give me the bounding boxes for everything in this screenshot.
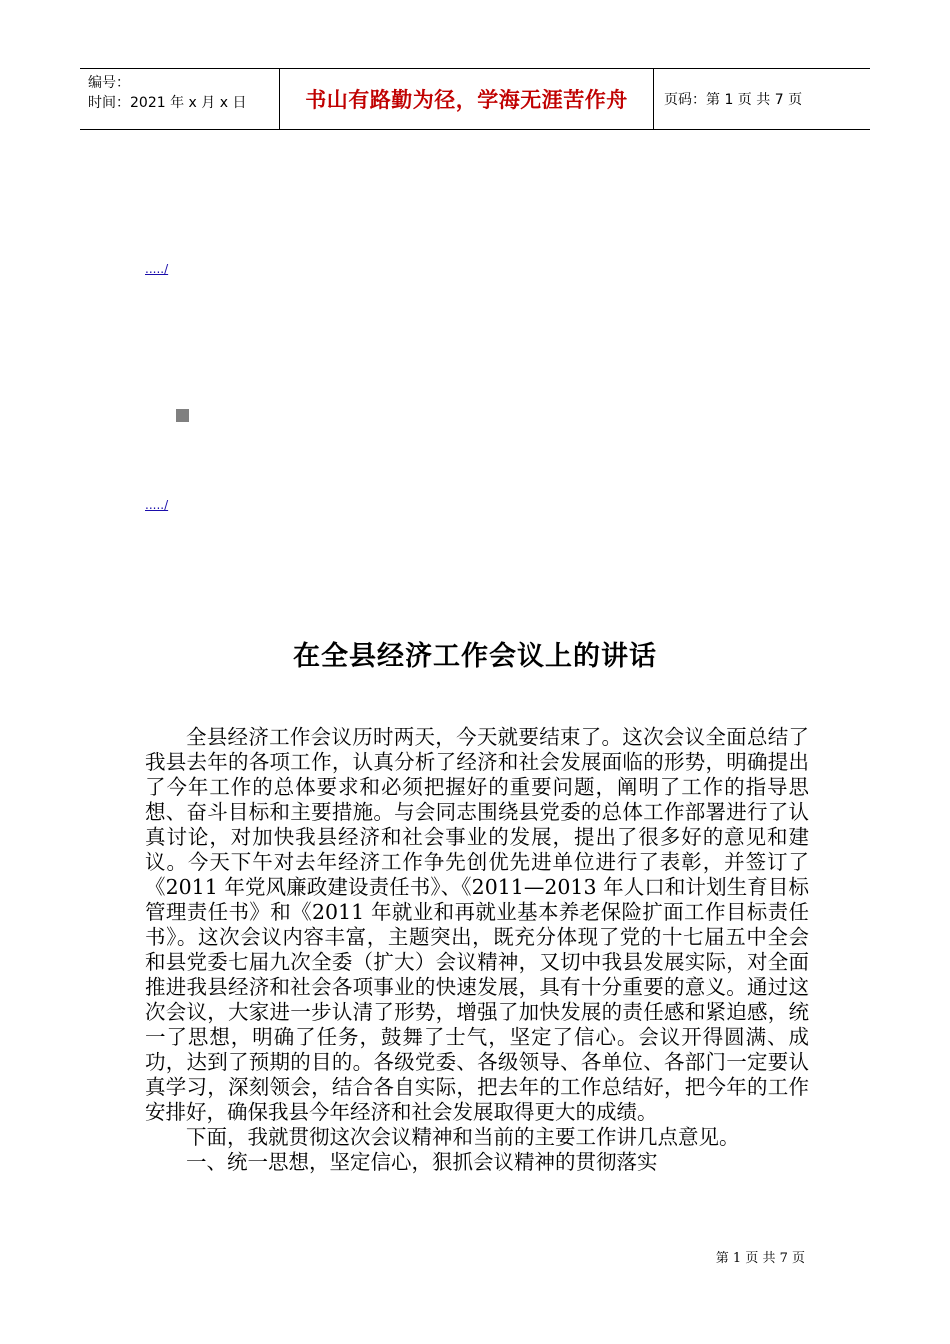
time-label: 时间：2021 年 x 月 x 日 [88,95,247,111]
header-info-cell [80,69,280,129]
image-placeholder-icon [176,409,189,422]
header-motto: 书山有路勤为径，学海无涯苦作舟 [280,69,654,129]
document-header [80,68,870,130]
link-placeholder-2[interactable]: ...../ [145,498,169,512]
document-body [145,725,809,1175]
body-paragraph: 一、统一思想，坚定信心，狠抓会议精神的贯彻落实 [186,1150,658,1174]
number-label: 编号： [88,75,130,91]
link-placeholder-1[interactable]: ...../ [145,262,169,276]
header-page-info: 页码：第 1 页 共 7 页 [664,92,803,108]
document-title: 在全县经济工作会议上的讲话 [293,641,657,672]
page-footer: 第 1 页 共 7 页 [715,1251,805,1266]
body-paragraph: 全县经济工作会议历时两天，今天就要结束了。这次会议全面总结了我县去年的各项工作，认真分析了经济和社会发展面临的形势，明确提出了今年工作的总体要求和必须把握好的重要问题，阐明了工作的指导思想、奋斗目标和主要措施。与会同志围绕县党委的总体工作部署进行了认真讨论，对加快我县经济和社会事业的发展，提出了很多好的意见和建议。今天下午对去年经济工作争先创优先进单位进行了表彰，并签订了《2011 年党风廉政建设责任书》、《2011—2013 年人口和计划生育目标管理责任书》和《2011 年就业和再就业基本养老保险扩面工作目标责任书》。这次会议内容丰富，主题突出，既充分体现了党的十七届五中全会和县党委七届九次全委（扩大）会议精神，又切中我县发展实际，对全面推进我县经济和社会各项事业的快速发展，具有十分重要的意义。通过这次会议，大家进一步认清了形势，增强了加快发展的责任感和紧迫感，统一了思想，明确了任务，鼓舞了士气，坚定了信心。会议开得圆满、成功，达到了预期的目的。各级党委、各级领导、各单位、各部门一定要认真学习，深刻领会，结合各自实际，把去年的工作总结好，把今年的工作安排好，确保我县今年经济和社会发展取得更大的成绩。 [145,725,809,1124]
body-paragraph: 下面，我就贯彻这次会议精神和当前的主要工作讲几点意见。 [186,1125,740,1149]
